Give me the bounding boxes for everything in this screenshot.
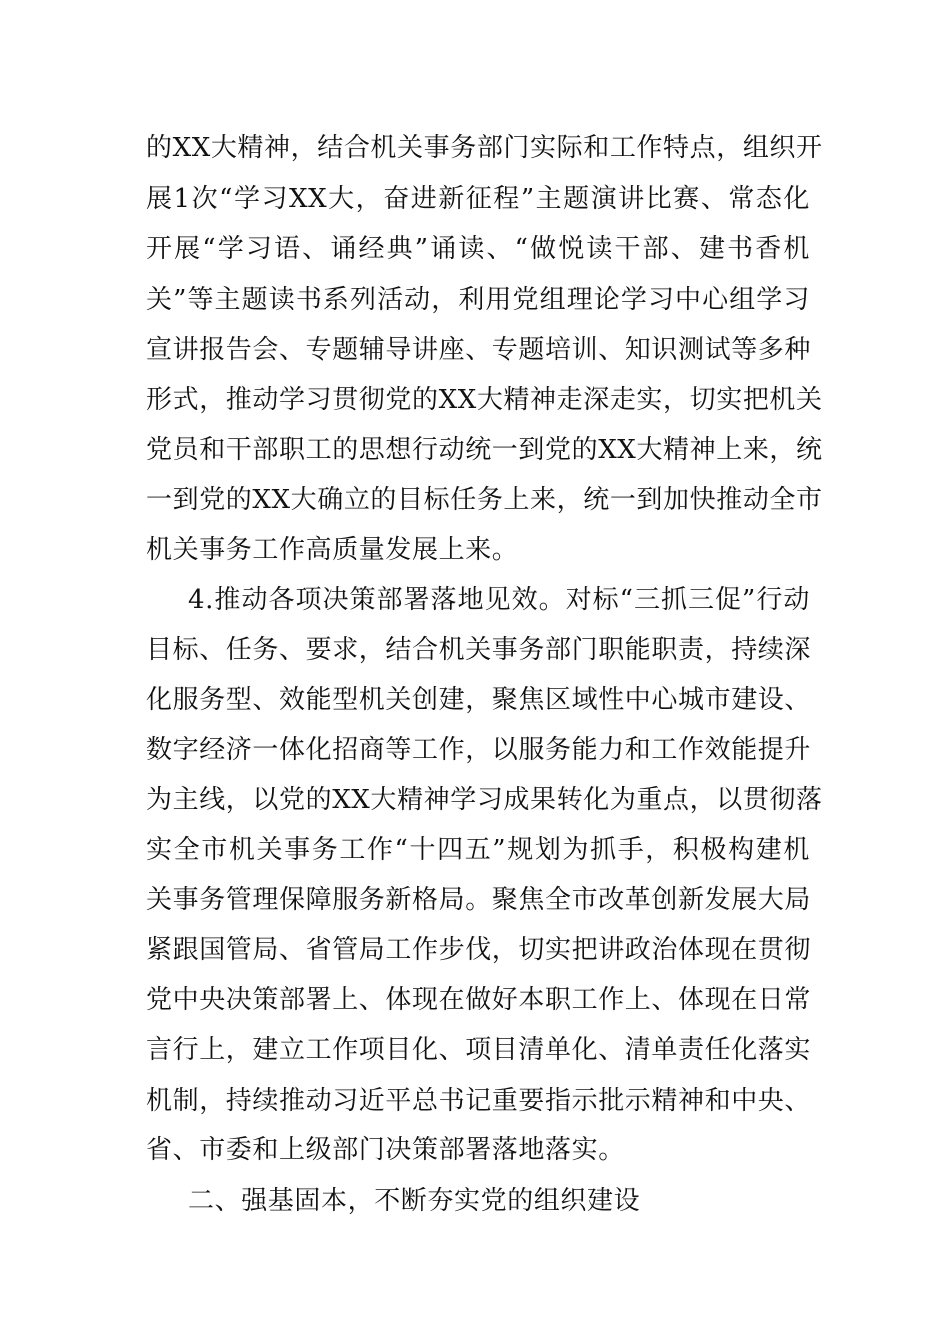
paragraph-line: 紧跟国管局、省管局工作步伐，切实把讲政治体现在贯彻: [146, 935, 812, 965]
paragraph-line: 宣讲报告会、专题辅导讲座、专题培训、知识测试等多种: [146, 335, 812, 365]
paragraph-line: 关”等主题读书系列活动，利用党组理论学习中心组学习: [146, 285, 810, 315]
paragraph-line: 目标、任务、要求，结合机关事务部门职能职责，持续深: [146, 635, 812, 665]
paragraph-first-line: 4.推动各项决策部署落地见效。对标“三抓三促”行动: [188, 585, 810, 615]
paragraph-line: 党员和干部职工的思想行动统一到党的XX大精神上来，统: [146, 435, 823, 465]
paragraph-line: 机制，持续推动习近平总书记重要指示批示精神和中央、: [146, 1086, 812, 1116]
paragraph-line: 党中央决策部署上、体现在做好本职工作上、体现在日常: [146, 985, 812, 1015]
paragraph-line: 为主线，以党的XX大精神学习成果转化为重点，以贯彻落: [146, 785, 823, 815]
paragraph-line: 的XX大精神，结合机关事务部门实际和工作特点，组织开: [146, 133, 823, 163]
paragraph-line: 言行上，建立工作项目化、项目清单化、清单责任化落实: [146, 1035, 812, 1065]
paragraph-line: 数字经济一体化招商等工作，以服务能力和工作效能提升: [146, 735, 812, 765]
paragraph-line: 开展“学习语、诵经典”诵读、“做悦读干部、建书香机: [146, 234, 810, 264]
paragraph-line: 实全市机关事务工作“十四五”规划为抓手，积极构建机: [146, 835, 810, 865]
paragraph-line: 关事务管理保障服务新格局。聚焦全市改革创新发展大局: [146, 885, 812, 915]
paragraph-line: 一到党的XX大确立的目标任务上来，统一到加快推动全市: [146, 485, 823, 515]
paragraph-line: 机关事务工作高质量发展上来。: [146, 535, 519, 565]
section-heading: 二、强基固本，不断夯实党的组织建设: [188, 1186, 641, 1216]
paragraph-line: 展1次“学习XX大，奋进新征程”主题演讲比赛、常态化: [146, 184, 810, 214]
paragraph-line: 化服务型、效能型机关创建，聚焦区域性中心城市建设、: [146, 685, 812, 715]
paragraph-line: 形式，推动学习贯彻党的XX大精神走深走实，切实把机关: [146, 385, 823, 415]
paragraph-line: 省、市委和上级部门决策部署落地落实。: [146, 1135, 625, 1165]
